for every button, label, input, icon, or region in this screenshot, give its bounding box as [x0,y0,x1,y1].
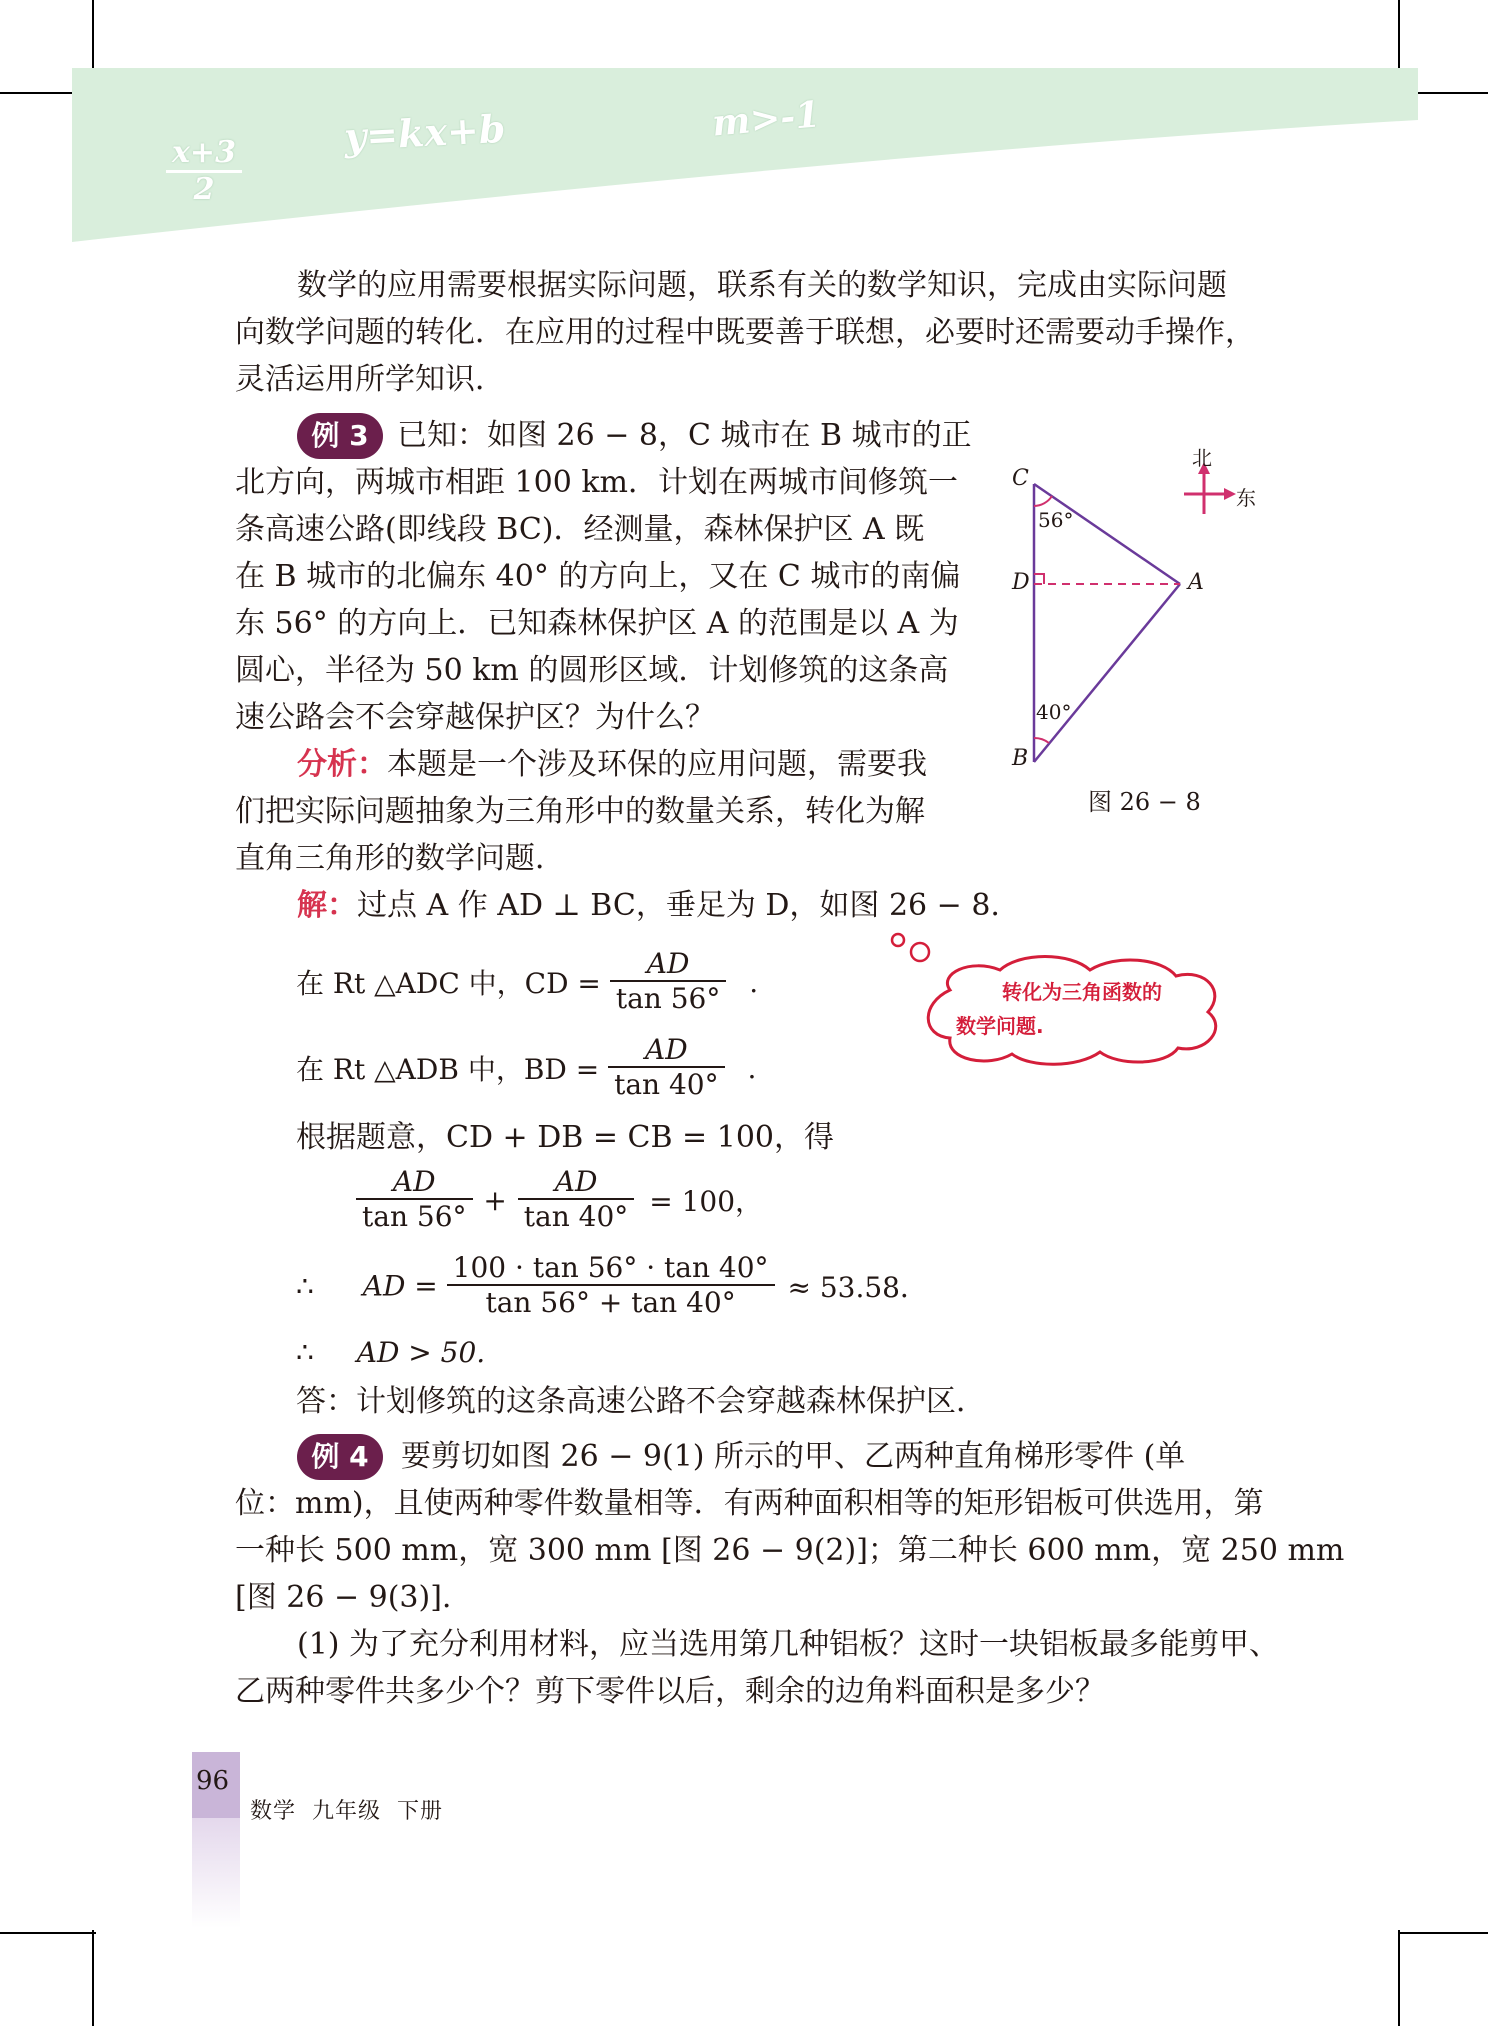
compass-east-label: 东 [1236,486,1256,510]
compass-north-label: 北 [1192,446,1212,470]
figure-26-8 [1000,440,1270,820]
analysis-line: 本题是一个涉及环保的应用问题，需要我 [387,747,927,782]
right-angle-mark [1034,574,1044,584]
fraction-numerator: AD [608,1034,725,1068]
figure-label-d: D [1012,570,1030,595]
example-4-badge: 例 4 [297,1434,383,1480]
figure-angle-40: 40° [1036,700,1072,724]
formula-denominator: 2 [193,172,215,207]
fraction-denominator: tan 56° [362,1200,467,1233]
fraction-ad [447,1252,775,1320]
analysis-label: 分析： [297,747,387,782]
equation-bd-prefix: 在 Rt △ADB 中，BD = [296,1053,600,1086]
header-formula-inequality: m>-1 [710,93,822,145]
figure-label-a: A [1188,570,1204,595]
analysis-line: 们把实际问题抽象为三角形中的数量关系，转化为解 [235,794,925,829]
example-3-line: 速公路会不会穿越保护区？为什么？ [235,700,715,735]
angle-arc-c [1034,496,1052,506]
example-3-line: 在 B 城市的北偏东 40° 的方向上，又在 C 城市的南偏 [235,559,961,594]
cloud-text-line-1: 转化为三角函数的 [1002,980,1162,1004]
footer-vertical-line [192,1818,240,1928]
fraction-numerator: AD [356,1166,473,1200]
line-ca [1034,484,1180,584]
fraction-sum-left [356,1166,473,1234]
fraction-numerator: 100 · tan 56° · tan 40° [447,1252,775,1286]
therefore-symbol: ∴ [296,1336,314,1369]
compass-arrow-east [1224,488,1236,500]
header-formula-linear: y=kx+b [342,105,507,160]
equation-sum-suffix: = 100， [649,1185,764,1218]
figure-angle-56: 56° [1038,508,1074,532]
example-4-line: 位：mm)，且使两种零件数量相等．有两种面积相等的矩形铝板可供选用，第 [235,1486,1264,1521]
equation-cd-prefix: 在 Rt △ADC 中，CD = [296,967,601,1000]
example-4-line: 一种长 500 mm，宽 300 mm [图 26 − 9(2)]；第二种长 600 mm，宽 250 mm [235,1533,1345,1568]
equation-ad-compare [296,1336,485,1369]
fraction-numerator: AD [610,948,727,982]
example-3-line: 条高速公路(即线段 BC)．经测量，森林保护区 A 既 [235,512,925,547]
example-3-answer: 答：计划修筑的这条高速公路不会穿越森林保护区． [296,1384,986,1419]
intro-line: 灵活运用所学知识． [235,362,505,397]
equation-period: . [747,1051,757,1085]
example-3-badge: 例 3 [297,413,383,459]
figure-label-c: C [1012,466,1029,491]
equation-cd [296,948,758,1016]
equation-ad-compare-text: AD > 50. [356,1336,486,1369]
angle-arc-b [1034,738,1049,743]
figure-caption: 图 26 − 8 [1088,788,1201,816]
example-4-line: 要剪切如图 26 − 9(1) 所示的甲、乙两种直角梯形零件 (单 [401,1439,1186,1474]
equation-sum [356,1166,763,1234]
formula-numerator: x+3 [166,136,242,173]
intro-line: 数学的应用需要根据实际问题，联系有关的数学知识，完成由实际问题 [297,268,1227,303]
solution-label: 解： [297,888,357,923]
fraction-numerator: AD [518,1166,635,1200]
equation-ad-lhs: AD = [362,1269,438,1303]
book-title: 数学 九年级 下册 [250,1799,443,1824]
example-4-line: [图 26 − 9(3)]. [235,1580,452,1615]
intro-line: 向数学问题的转化．在应用的过程中既要善于联想，必要时还需要动手操作， [235,315,1255,350]
plus-sign: + [483,1183,507,1217]
fraction-denominator: tan 40° [614,1068,719,1101]
example-3-line: 已知：如图 26 − 8，C 城市在 B 城市的正 [397,418,972,453]
equation-period: . [749,965,759,999]
crop-mark [1398,1930,1400,2026]
header-formula-fraction [166,136,242,207]
line-ba [1034,584,1180,762]
fraction-denominator: tan 40° [523,1200,629,1233]
equation-bd [296,1034,756,1102]
crop-mark [1398,1932,1488,1934]
figure-label-b: B [1012,746,1029,771]
intro-paragraph [235,262,1255,403]
example-3-line: 东 56° 的方向上．已知森林保护区 A 的范围是以 A 为 [235,606,959,641]
fraction-sum-right [518,1166,635,1234]
fraction-denominator: tan 56° [615,982,721,1015]
page-number: 96 [196,1766,230,1796]
example-4-text [235,1433,1344,1715]
example-3-text [235,412,1000,929]
crop-mark [92,1930,94,2026]
cloud-text-line-2: 数学问题. [956,1014,1044,1038]
therefore-symbol: ∴ [296,1269,314,1303]
analysis-line: 直角三角形的数学问题． [235,841,565,876]
fraction-cd [610,948,727,1016]
example-3-line: 北方向，两城市相距 100 km．计划在两城市间修筑一 [235,465,958,500]
fraction-denominator: tan 56° + tan 40° [485,1286,736,1319]
equation-sum-statement: 根据题意，CD + DB = CB = 100，得 [296,1120,834,1155]
equation-ad-result: ≈ 53.58． [787,1271,928,1304]
crop-mark [0,1932,96,1934]
solution-line: 过点 A 作 AD ⊥ BC，垂足为 D，如图 26 − 8. [357,888,1000,923]
example-3-line: 圆心，半径为 50 km 的圆形区域．计划修筑的这条高 [235,653,949,688]
fraction-bd [608,1034,725,1102]
equation-ad [296,1252,928,1320]
question-1-line: (1) 为了充分利用材料，应当选用第几种铝板？这时一块铝板最多能剪甲、 [297,1627,1280,1662]
question-1-line: 乙两种零件共多少个？剪下零件以后，剩余的边角料面积是多少？ [235,1674,1105,1709]
